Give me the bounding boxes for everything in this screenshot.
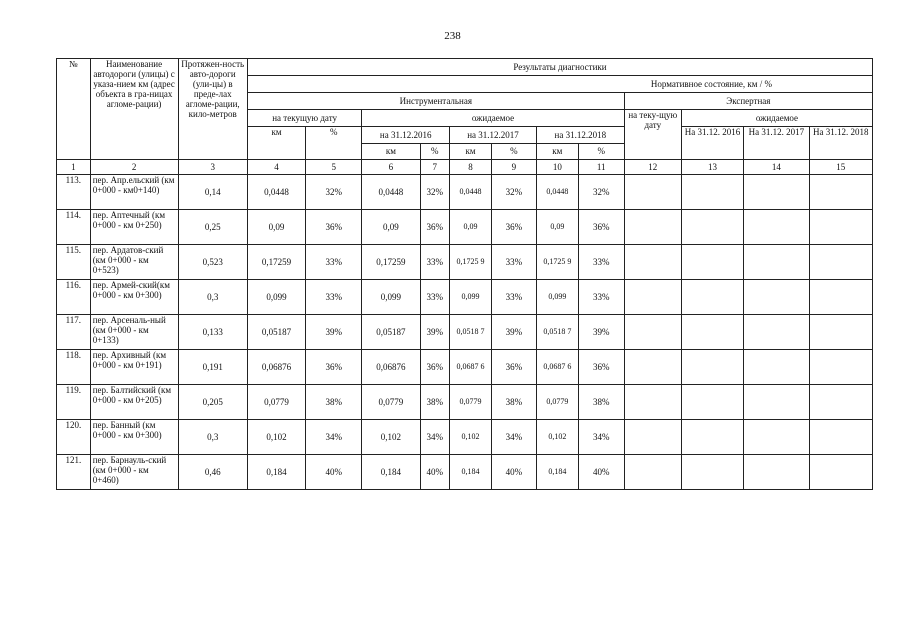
road-name: пер. Апр.ельский (км 0+000 - км0+140) [90, 175, 178, 210]
expected-2017-km: 0,0687 6 [450, 350, 492, 385]
current-km: 0,09 [247, 210, 305, 245]
expected-2017-pct: 34% [491, 420, 536, 455]
expected-2016-km: 0,102 [362, 420, 420, 455]
header-exp-2018: На 31.12. 2018 [809, 127, 873, 160]
road-length: 0,523 [178, 245, 247, 280]
expected-2017-km: 0,184 [450, 455, 492, 490]
road-name: пер. Архивный (км 0+000 - км 0+191) [90, 350, 178, 385]
expected-2016-pct: 36% [420, 350, 450, 385]
column-number: 6 [362, 160, 420, 175]
header-on-2017: на 31.12.2017 [450, 127, 537, 144]
expert-current [624, 210, 681, 245]
expected-2018-pct: 38% [578, 385, 624, 420]
expected-2016-km: 0,0779 [362, 385, 420, 420]
expert-2016 [681, 455, 743, 490]
expected-2018-km: 0,0448 [536, 175, 578, 210]
expert-2017 [744, 280, 809, 315]
header-results: Результаты диагностики [247, 59, 872, 76]
expected-2018-km: 0,0687 6 [536, 350, 578, 385]
expected-2017-pct: 33% [491, 280, 536, 315]
expert-2016 [681, 315, 743, 350]
row-number: 121. [57, 455, 91, 490]
expert-2016 [681, 175, 743, 210]
header-expert-current: на теку-щую дату [624, 110, 681, 160]
expert-2017 [744, 350, 809, 385]
expert-current [624, 420, 681, 455]
table-body [57, 175, 873, 490]
column-number: 8 [450, 160, 492, 175]
header-pct-2018: % [578, 144, 624, 160]
header-pct-2016: % [420, 144, 450, 160]
header-exp-2016: На 31.12. 2016 [681, 127, 743, 160]
header-km-2018: км [536, 144, 578, 160]
header-length: Протяжен-ность авто-дороги (ули-цы) в преде-лах агломе-рации, кило-метров [178, 59, 247, 160]
expected-2018-km: 0,184 [536, 455, 578, 490]
header-exp-2017: На 31.12. 2017 [744, 127, 809, 160]
expected-2018-pct: 36% [578, 350, 624, 385]
header-on-2016: на 31.12.2016 [362, 127, 450, 144]
expert-current [624, 280, 681, 315]
expected-2016-pct: 33% [420, 245, 450, 280]
header-expected: ожидаемое [362, 110, 624, 127]
road-name: пер. Арсеналь-ный (км 0+000 - км 0+133) [90, 315, 178, 350]
table-row [57, 385, 873, 420]
expert-2018 [809, 315, 873, 350]
expert-2018 [809, 175, 873, 210]
expert-2018 [809, 245, 873, 280]
road-name: пер. Аптечный (км 0+000 - км 0+250) [90, 210, 178, 245]
expected-2017-km: 0,0518 7 [450, 315, 492, 350]
road-length: 0,46 [178, 455, 247, 490]
expert-2018 [809, 280, 873, 315]
header-on-2018: на 31.12.2018 [536, 127, 624, 144]
expected-2016-pct: 33% [420, 280, 450, 315]
expert-2017 [744, 245, 809, 280]
road-length: 0,3 [178, 420, 247, 455]
road-length: 0,191 [178, 350, 247, 385]
expected-2016-km: 0,06876 [362, 350, 420, 385]
road-name: пер. Барнауль-ский (км 0+000 - км 0+460) [90, 455, 178, 490]
expert-2017 [744, 420, 809, 455]
road-name: пер. Ардатов-ский (км 0+000 - км 0+523) [90, 245, 178, 280]
column-number: 13 [681, 160, 743, 175]
expert-2016 [681, 385, 743, 420]
expected-2017-pct: 36% [491, 350, 536, 385]
road-length: 0,133 [178, 315, 247, 350]
expert-2017 [744, 210, 809, 245]
header-km-2016: км [362, 144, 420, 160]
table-row [57, 280, 873, 315]
road-length: 0,205 [178, 385, 247, 420]
expert-2018 [809, 210, 873, 245]
current-pct: 40% [306, 455, 362, 490]
expected-2017-km: 0,0779 [450, 385, 492, 420]
column-number: 2 [90, 160, 178, 175]
expert-2018 [809, 350, 873, 385]
expected-2018-km: 0,0779 [536, 385, 578, 420]
expected-2018-km: 0,099 [536, 280, 578, 315]
expected-2016-km: 0,09 [362, 210, 420, 245]
expected-2017-pct: 38% [491, 385, 536, 420]
expert-2018 [809, 420, 873, 455]
expected-2018-km: 0,102 [536, 420, 578, 455]
expected-2018-pct: 32% [578, 175, 624, 210]
expected-2018-km: 0,09 [536, 210, 578, 245]
header-current-date: на текущую дату [247, 110, 361, 127]
header-road-name: Наименование автодороги (улицы) с указа-нием км (адрес объекта в гра-ницах агломе-рации) [90, 59, 178, 160]
column-number: 5 [306, 160, 362, 175]
row-number: 115. [57, 245, 91, 280]
expert-2016 [681, 245, 743, 280]
expert-2016 [681, 280, 743, 315]
table-row [57, 210, 873, 245]
expected-2017-pct: 33% [491, 245, 536, 280]
expected-2016-km: 0,099 [362, 280, 420, 315]
column-number: 1 [57, 160, 91, 175]
page-number: 238 [444, 30, 461, 42]
expert-2017 [744, 455, 809, 490]
column-number: 10 [536, 160, 578, 175]
column-numbers-row [57, 160, 873, 175]
current-km: 0,099 [247, 280, 305, 315]
expected-2018-km: 0,1725 9 [536, 245, 578, 280]
expected-2016-km: 0,05187 [362, 315, 420, 350]
current-km: 0,17259 [247, 245, 305, 280]
table-row [57, 245, 873, 280]
table-row [57, 315, 873, 350]
row-number: 114. [57, 210, 91, 245]
expert-2018 [809, 455, 873, 490]
expected-2016-pct: 39% [420, 315, 450, 350]
current-pct: 33% [306, 245, 362, 280]
row-number: 119. [57, 385, 91, 420]
current-km: 0,05187 [247, 315, 305, 350]
road-name: пер. Армей-ский(км 0+000 - км 0+300) [90, 280, 178, 315]
current-pct: 39% [306, 315, 362, 350]
expected-2017-pct: 40% [491, 455, 536, 490]
current-km: 0,06876 [247, 350, 305, 385]
expected-2017-pct: 39% [491, 315, 536, 350]
road-name: пер. Банный (км 0+000 - км 0+300) [90, 420, 178, 455]
column-number: 15 [809, 160, 873, 175]
column-number: 4 [247, 160, 305, 175]
expected-2016-pct: 36% [420, 210, 450, 245]
table-header [57, 59, 873, 175]
current-pct: 32% [306, 175, 362, 210]
header-normative: Нормативное состояние, км / % [247, 76, 872, 93]
column-number: 11 [578, 160, 624, 175]
expert-2017 [744, 385, 809, 420]
expected-2017-km: 0,102 [450, 420, 492, 455]
road-length: 0,25 [178, 210, 247, 245]
header-pct-2017: % [491, 144, 536, 160]
expected-2018-pct: 40% [578, 455, 624, 490]
row-number: 116. [57, 280, 91, 315]
road-length: 0,3 [178, 280, 247, 315]
table-row [57, 175, 873, 210]
table-row [57, 350, 873, 385]
row-number: 120. [57, 420, 91, 455]
expected-2016-pct: 40% [420, 455, 450, 490]
column-number: 14 [744, 160, 809, 175]
road-name: пер. Балтийский (км 0+000 - км 0+205) [90, 385, 178, 420]
expert-2016 [681, 350, 743, 385]
header-expert: Экспертная [624, 93, 872, 110]
current-pct: 33% [306, 280, 362, 315]
current-km: 0,184 [247, 455, 305, 490]
expert-current [624, 245, 681, 280]
expected-2017-pct: 32% [491, 175, 536, 210]
expert-2017 [744, 315, 809, 350]
expected-2016-km: 0,17259 [362, 245, 420, 280]
table-row [57, 420, 873, 455]
row-number: 118. [57, 350, 91, 385]
expert-2018 [809, 385, 873, 420]
expected-2017-km: 0,09 [450, 210, 492, 245]
expected-2016-pct: 32% [420, 175, 450, 210]
expected-2018-pct: 36% [578, 210, 624, 245]
header-pct-current: % [306, 127, 362, 160]
expected-2016-pct: 38% [420, 385, 450, 420]
column-number: 9 [491, 160, 536, 175]
expected-2017-km: 0,1725 9 [450, 245, 492, 280]
expert-2017 [744, 175, 809, 210]
header-expert-expected: ожидаемое [681, 110, 872, 127]
expected-2018-pct: 34% [578, 420, 624, 455]
expected-2018-pct: 33% [578, 245, 624, 280]
road-length: 0,14 [178, 175, 247, 210]
expected-2017-km: 0,099 [450, 280, 492, 315]
current-km: 0,0448 [247, 175, 305, 210]
header-no: № [57, 59, 91, 160]
current-km: 0,0779 [247, 385, 305, 420]
expected-2017-pct: 36% [491, 210, 536, 245]
expert-2016 [681, 210, 743, 245]
expert-2016 [681, 420, 743, 455]
header-km-2017: км [450, 144, 492, 160]
row-number: 117. [57, 315, 91, 350]
expert-current [624, 350, 681, 385]
expected-2017-km: 0,0448 [450, 175, 492, 210]
expected-2018-pct: 39% [578, 315, 624, 350]
table-row [57, 455, 873, 490]
expert-current [624, 315, 681, 350]
column-number: 12 [624, 160, 681, 175]
column-number: 7 [420, 160, 450, 175]
column-number: 3 [178, 160, 247, 175]
expected-2018-km: 0,0518 7 [536, 315, 578, 350]
expected-2016-pct: 34% [420, 420, 450, 455]
current-pct: 38% [306, 385, 362, 420]
header-km-current: км [247, 127, 305, 160]
header-instrumental: Инструментальная [247, 93, 624, 110]
current-pct: 36% [306, 210, 362, 245]
current-pct: 36% [306, 350, 362, 385]
row-number: 113. [57, 175, 91, 210]
diagnostics-table [56, 58, 873, 490]
current-pct: 34% [306, 420, 362, 455]
expected-2016-km: 0,0448 [362, 175, 420, 210]
expected-2018-pct: 33% [578, 280, 624, 315]
expected-2016-km: 0,184 [362, 455, 420, 490]
expert-current [624, 455, 681, 490]
current-km: 0,102 [247, 420, 305, 455]
expert-current [624, 385, 681, 420]
expert-current [624, 175, 681, 210]
